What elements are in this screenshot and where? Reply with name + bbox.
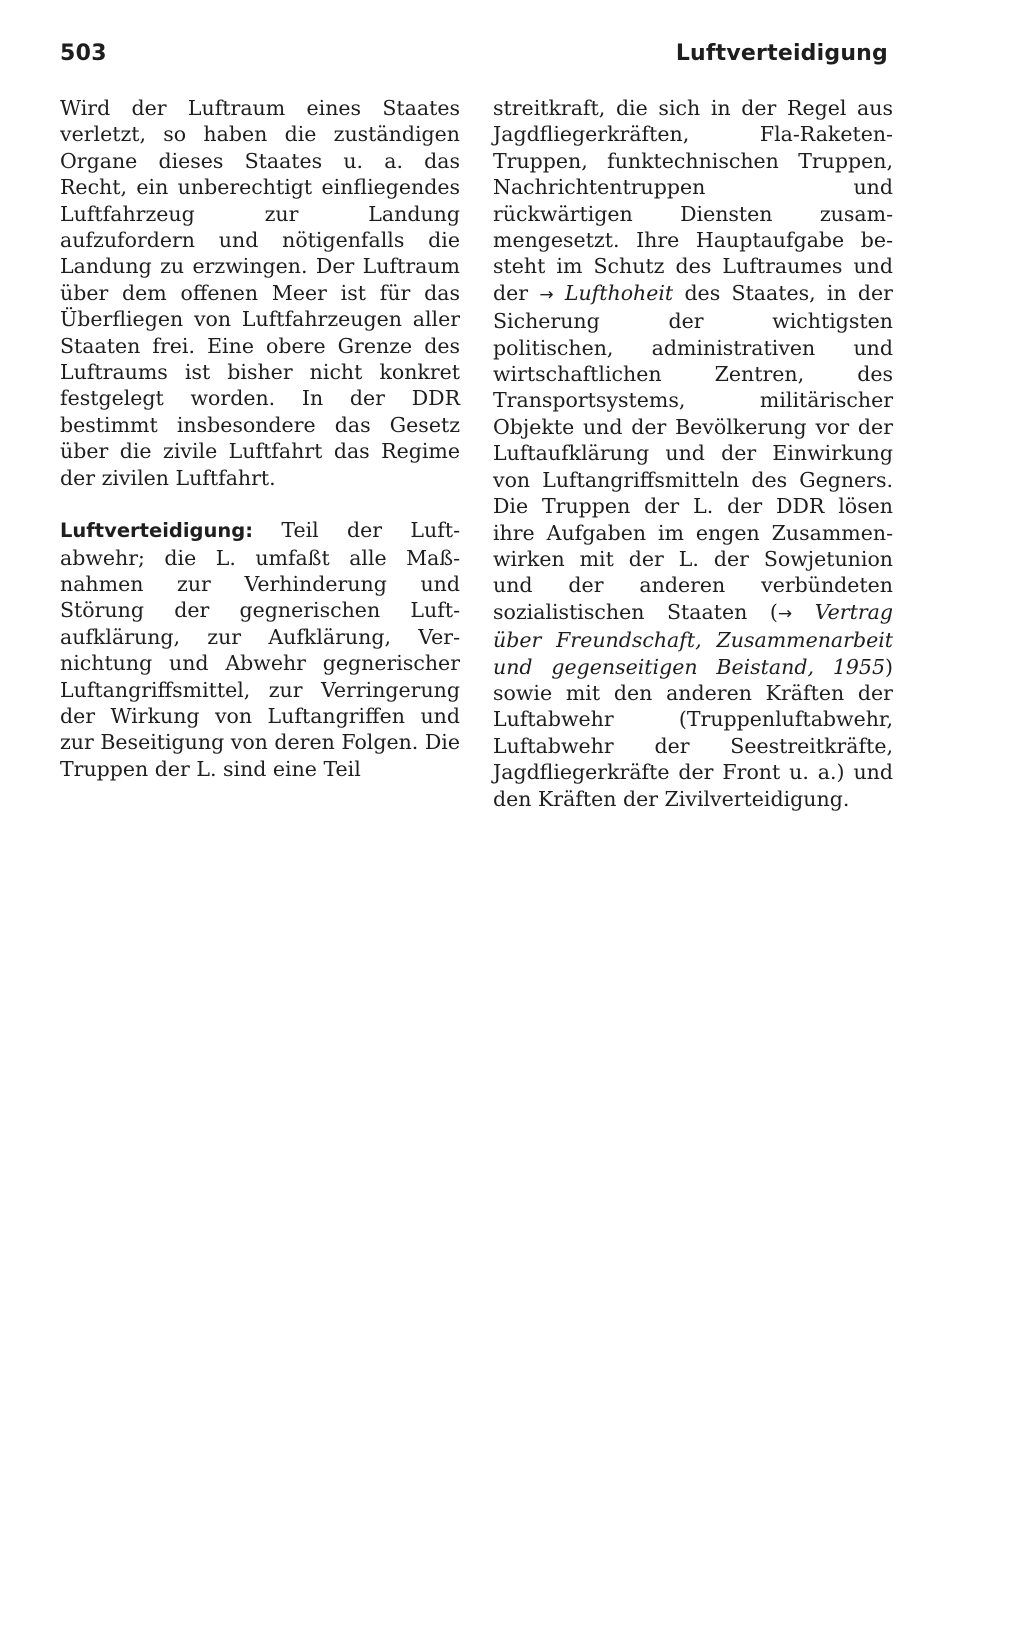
crossref-arrow-icon: →	[539, 284, 554, 305]
crossref-vertrag[interactable]: Vertrag über Freundschaft, Zusammenarbeit und gegenseitigen Beistand, 1955	[493, 599, 893, 679]
text-part-1: streitkraft, die sich in der Regel aus Jagdfliegerkräften, Fla-Raketen-Truppen, funktechnischen Truppen, Nachrichtentruppen und rückwärtigen Diensten zusammengesetzt. Ihre Hauptaufgabe besteht im Schutz des Luftraumes und der	[493, 96, 893, 305]
crossref-arrow-icon: →	[777, 603, 793, 624]
crossref-lufthoheit[interactable]: Lufthoheit	[564, 280, 674, 305]
right-column	[493, 95, 893, 812]
text-part-3: ) sowie mit den anderen Kräften der Luftabwehr (Truppenluftabwehr, Luftabwehr der Seestreitkräfte, Jagdfliegerkräfte der Front u. a.) und den Kräften der Zivilverteidigung.	[493, 654, 893, 811]
running-head: Luftverteidigung	[675, 41, 888, 66]
text-part-2: des Staates, in der Sicherung der wichtigsten politischen, administrativen und wirtschaftlichen Zentren, des Transportsystems, militärischer Objekte und der Bevölkerung vor der Luftaufklärung und der Einwirkung von Luftangriffsmitteln des Gegners. Die Truppen der L. der DDR lösen ihre Aufgaben im engen Zusammenwirken mit der L. der Sowjetunion und der anderen verbündeten sozialistischen Staaten (	[493, 280, 893, 624]
entry-headword: Luftverteidigung:	[60, 519, 254, 543]
paragraph-luftraum: Wird der Luftraum eines Staates verletzt, so haben die zuständigen Organe dieses Staates u. a. das Recht, ein unberechtigt einfliegendes Luftfahrzeug zur Landung aufzufordern und nötigenfalls die Landung zu erzwingen. Der Luftraum über dem offenen Meer ist für das Überfliegen von Luftfahrzeugen aller Staaten frei. Eine obere Grenze des Luftraums ist bisher nicht konkret festgelegt worden. In der DDR bestimmt insbesondere das Gesetz über die zivile Luftfahrt das Regime der zivilen Luftfahrt.	[60, 96, 460, 490]
entry-continuation	[493, 95, 893, 812]
entry-text: Teil der Luftabwehr; die L. umfaßt alle Maßnahmen zur Verhinderung und Störung der gegnerischen Luftaufklärung, zur Aufklärung, Vernichtung und Abwehr gegnerischer Luftangriffsmittel, zur Verringerung der Wirkung von Luftangriffen und zur Beseitigung von deren Folgen. Die Truppen der L. sind eine Teil	[60, 518, 460, 781]
page-number: 503	[60, 41, 107, 66]
left-column	[60, 95, 460, 782]
entry-luftverteidigung	[60, 517, 460, 782]
